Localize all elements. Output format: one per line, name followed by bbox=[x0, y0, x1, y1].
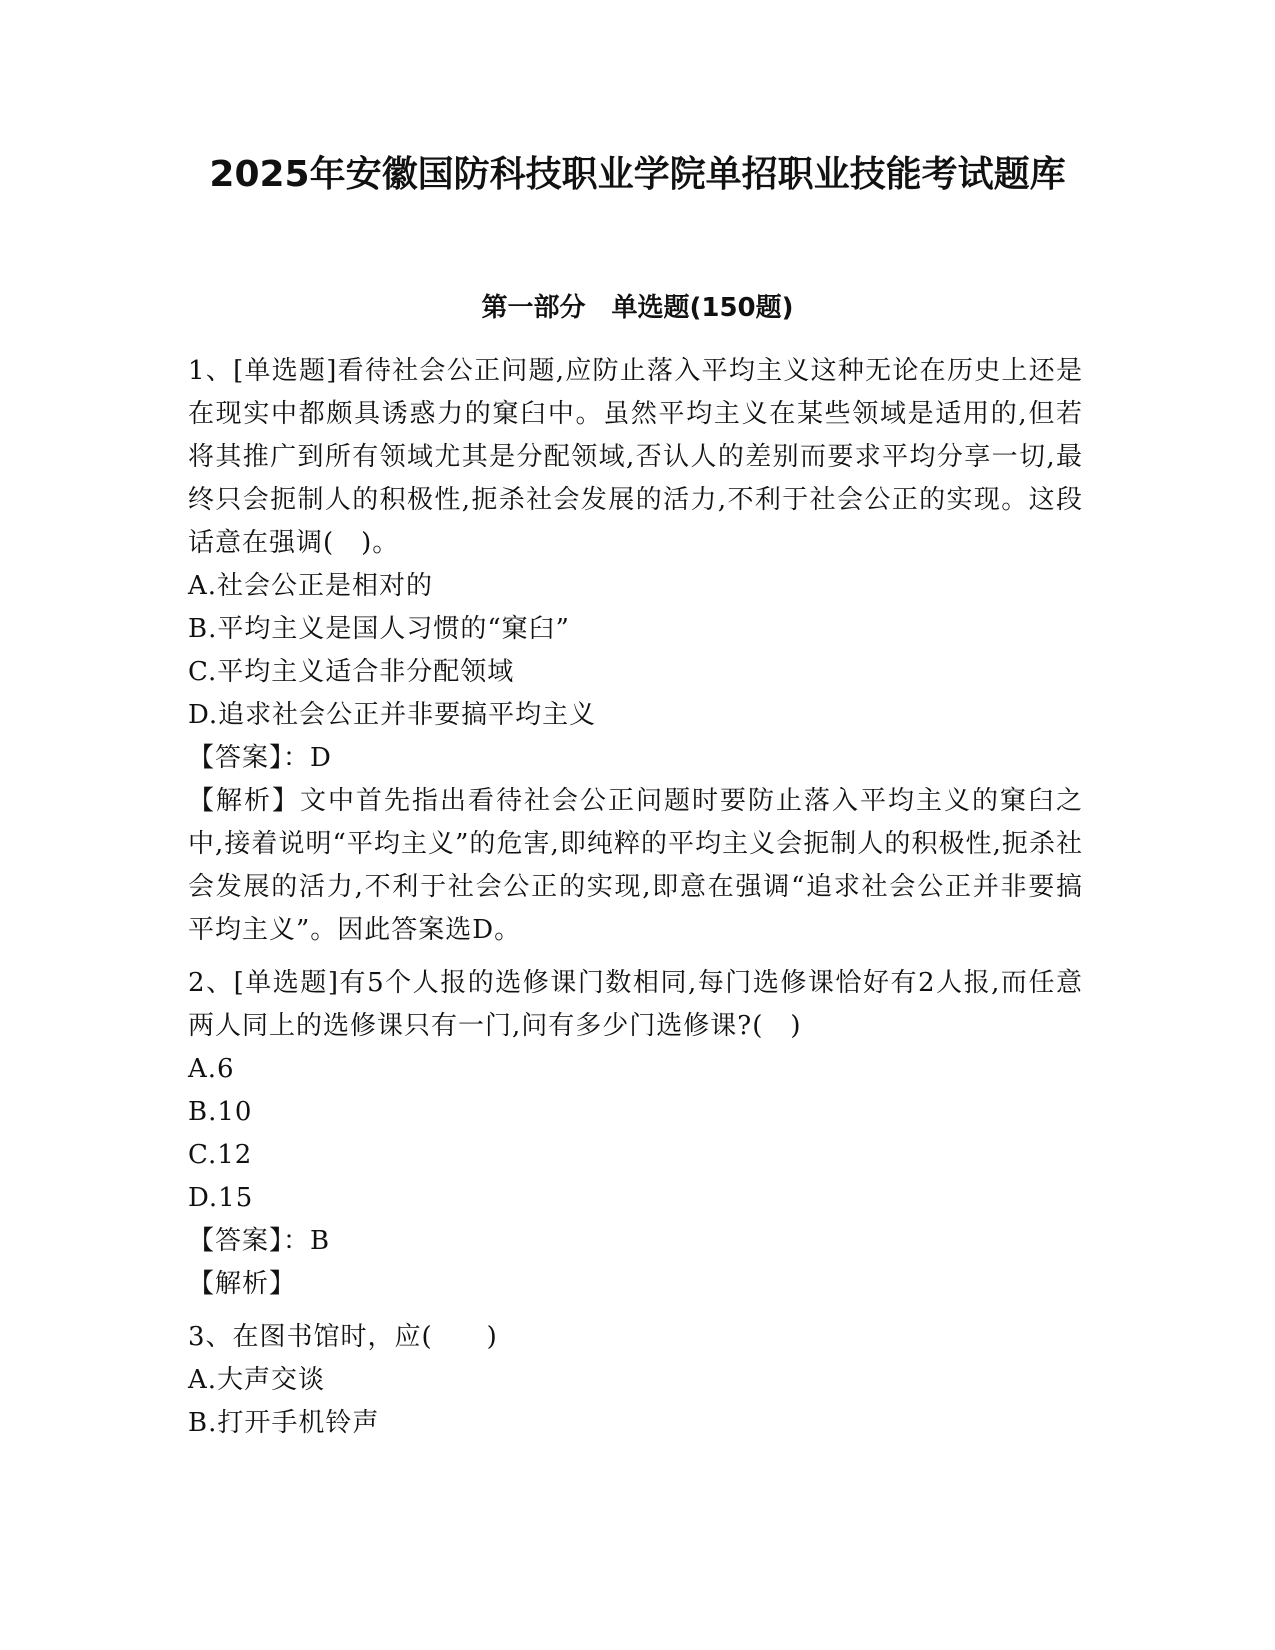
question-stem: 2、[单选题]有5个人报的选修课门数相同,每门选修课恰好有2人报,而任意两人同上的选修课只有一门,问有多少门选修课?( ) bbox=[188, 968, 1083, 1041]
question-3 bbox=[188, 1316, 1083, 1445]
option-b: B.10 bbox=[188, 1097, 253, 1127]
option-a: A.大声交谈 bbox=[188, 1365, 326, 1395]
option-a: A.社会公正是相对的 bbox=[188, 571, 434, 601]
question-list bbox=[188, 350, 1083, 1455]
option-d: D.15 bbox=[188, 1183, 254, 1213]
answer: 【答案】：D bbox=[188, 743, 332, 773]
document-title: 2025年安徽国防科技职业学院单招职业技能考试题库 bbox=[209, 154, 1066, 195]
option-b: B.平均主义是国人习惯的“窠臼” bbox=[188, 614, 570, 644]
option-c: C.平均主义适合非分配领域 bbox=[188, 657, 515, 687]
option-b: B.打开手机铃声 bbox=[188, 1408, 380, 1438]
explanation: 【解析】 bbox=[188, 1269, 297, 1299]
option-a: A.6 bbox=[188, 1054, 235, 1084]
section-title: 第一部分 单选题(150题) bbox=[481, 293, 794, 323]
explanation: 【解析】文中首先指出看待社会公正问题时要防止落入平均主义的窠臼之中,接着说明“平均主义”的危害,即纯粹的平均主义会扼制人的积极性,扼杀社会发展的活力,不利于社会公正的实现,即意在强调“追求社会公正并非要搞平均主义”。因此答案选D。 bbox=[188, 786, 1083, 945]
question-2 bbox=[188, 962, 1083, 1306]
question-1 bbox=[188, 350, 1083, 952]
option-d: D.追求社会公正并非要搞平均主义 bbox=[188, 700, 597, 730]
answer: 【答案】：B bbox=[188, 1226, 331, 1256]
question-stem: 3、在图书馆时，应( ) bbox=[188, 1322, 498, 1352]
option-c: C.12 bbox=[188, 1140, 253, 1170]
question-stem: 1、[单选题]看待社会公正问题,应防止落入平均主义这种无论在历史上还是在现实中都颇具诱惑力的窠臼中。虽然平均主义在某些领域是适用的,但若将其推广到所有领域尤其是分配领域,否认人的差别而要求平均分享一切,最终只会扼制人的积极性,扼杀社会发展的活力,不利于社会公正的实现。这段话意在强调( )。 bbox=[188, 356, 1083, 558]
